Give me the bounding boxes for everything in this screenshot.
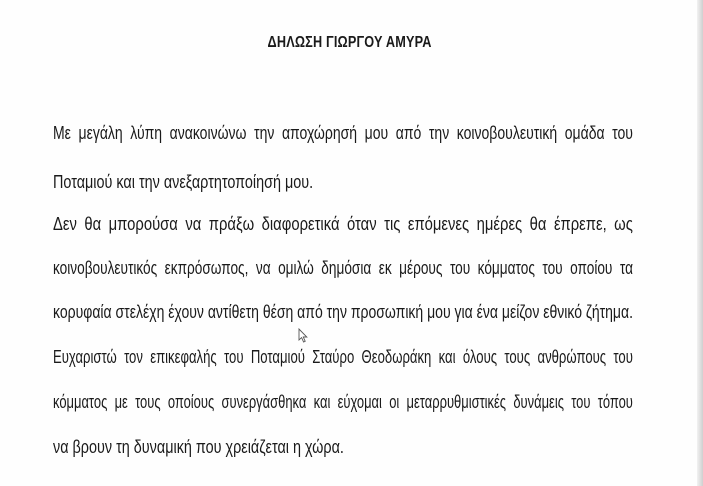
word: τις (384, 214, 401, 234)
word: εκπρόσωπος, (164, 258, 249, 278)
word: τους (504, 347, 531, 367)
document-title: ΔΗΛΩΣΗ ΓΙΩΡΓΟΥ ΑΜΥΡΑ (267, 34, 432, 51)
word: πράξω (208, 214, 255, 234)
word: την (428, 123, 450, 143)
word: συνεργάσθηκα (221, 392, 307, 412)
word: Ποταμιού (250, 347, 305, 367)
word: μου (364, 123, 389, 143)
word: ομάδα (564, 123, 605, 143)
word: κόμματος (53, 392, 108, 412)
word: όταν (346, 214, 377, 234)
word: του (224, 347, 244, 367)
page-edge-shadow (697, 0, 703, 486)
word: ημέρες (476, 214, 523, 234)
word: τον (124, 347, 143, 367)
paragraph-line-1 (53, 121, 633, 145)
paragraph-line-5: κορυφαία στελέχη έχουν αντίθετη θέση από την προσωπική μου για ένα μείζον εθνικό ζήτημα. (53, 302, 633, 322)
word: όλους (462, 347, 498, 367)
word: αποχώρησή (281, 123, 358, 143)
word: του (542, 258, 563, 278)
word: τους (135, 392, 161, 412)
word: μεγάλη (78, 123, 123, 143)
word: του (571, 392, 591, 412)
word: επόμενες (407, 214, 470, 234)
word: λύπη (130, 123, 163, 143)
paragraph-line-3 (53, 212, 633, 236)
word: Σταύρο (312, 347, 355, 367)
word: δημόσια (321, 258, 372, 278)
word: εύχομαι (337, 392, 382, 412)
word: διαφορετικά (261, 214, 340, 234)
word: και (313, 392, 331, 412)
word: δυνάμεις (513, 392, 564, 412)
word: ανακοινώνω (169, 123, 247, 143)
word: οποίους (167, 392, 215, 412)
word: εκ (378, 258, 392, 278)
word: από (395, 123, 422, 143)
paragraph-line-4 (53, 256, 633, 280)
word: μπορούσα (108, 214, 178, 234)
word: ανθρώπους (537, 347, 607, 367)
paragraph-line-7 (53, 390, 633, 414)
word: επικεφαλής (150, 347, 217, 367)
word: τα (619, 258, 633, 278)
word: του (449, 258, 471, 278)
word: και (438, 347, 456, 367)
word: θα (84, 214, 102, 234)
paragraph-line-8: να βρουν τη δυναμική που χρειάζεται η χώρα. (53, 437, 344, 457)
word: κοινοβουλευτικός (53, 258, 158, 278)
word: την (254, 123, 275, 143)
word: τόπου (597, 392, 633, 412)
word: μεταρρυθμιστικές (406, 392, 507, 412)
word: να (185, 214, 202, 234)
word: οι (389, 392, 400, 412)
word: ομιλώ (278, 258, 314, 278)
word: έπρεπε, (553, 214, 607, 234)
word: Με (53, 123, 71, 143)
word: κοινοβουλευτική (456, 123, 558, 143)
word: κόμματος (477, 258, 535, 278)
word: με (114, 392, 128, 412)
word: του (613, 347, 633, 367)
word: Ευχαριστώ (53, 347, 117, 367)
word: Δεν (53, 214, 77, 234)
word: ως (614, 214, 633, 234)
paragraph-line-6 (53, 345, 633, 369)
mouse-pointer-icon (298, 328, 308, 343)
word: μέρους (399, 258, 443, 278)
paragraph-line-2: Ποταμιού και την ανεξαρτητοποίησή μου. (53, 172, 314, 192)
word: οποίου (570, 258, 613, 278)
word: του (612, 123, 633, 143)
word: θα (529, 214, 547, 234)
word: Θεοδωράκη (361, 347, 432, 367)
word: να (255, 258, 271, 278)
